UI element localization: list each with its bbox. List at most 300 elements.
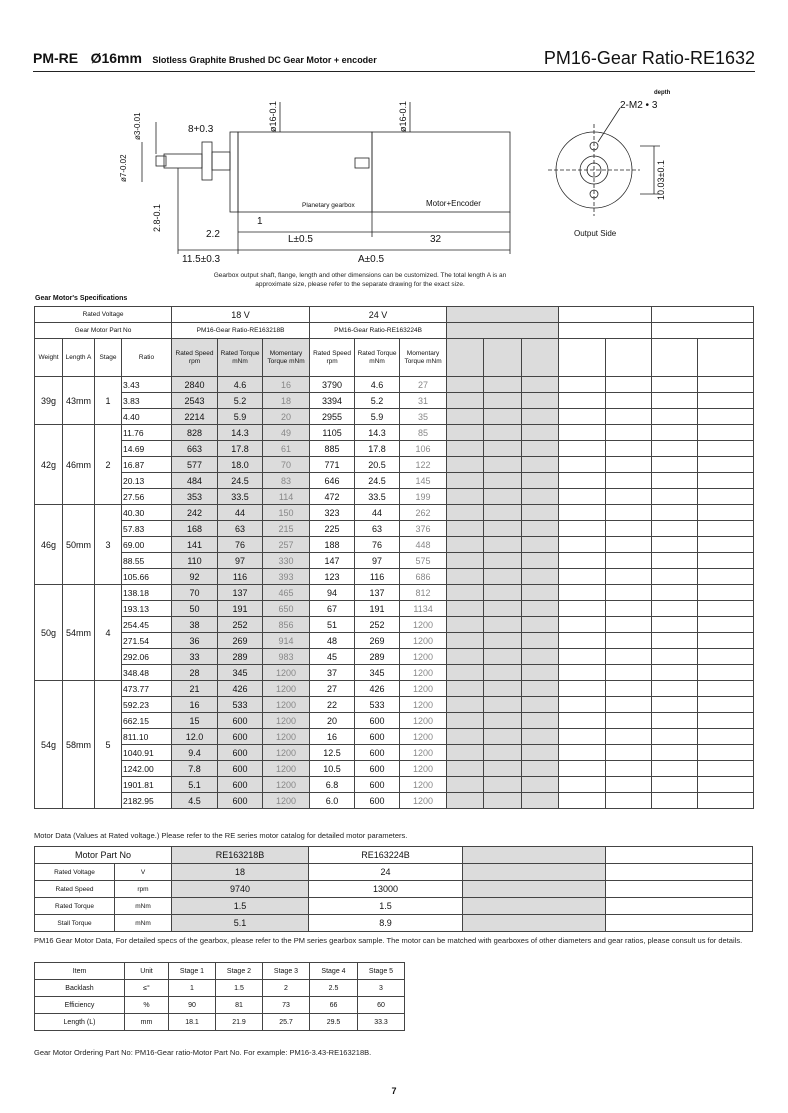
empty-cell: [522, 521, 559, 537]
value-cell: 5.9: [355, 409, 400, 425]
empty-cell: [652, 393, 698, 409]
value-cell: 31: [400, 393, 447, 409]
empty-cell: [522, 793, 559, 809]
empty-cell: [447, 569, 484, 585]
empty-cell: [698, 601, 754, 617]
empty-cell: [447, 649, 484, 665]
empty-cell: [447, 323, 559, 339]
dimension-drawing: [120, 82, 720, 292]
motor-row-v2: 1.5: [309, 898, 463, 915]
empty-cell: [484, 777, 522, 793]
value-cell: 1200: [263, 745, 310, 761]
value-cell: 600: [218, 761, 263, 777]
motor-part-2: RE163224B: [309, 847, 463, 864]
group-weight: 46g: [35, 505, 63, 585]
col-ratio: Ratio: [122, 339, 172, 377]
value-cell: 600: [355, 761, 400, 777]
ratio-cell: 3.43: [122, 377, 172, 393]
value-cell: 600: [355, 793, 400, 809]
value-cell: 393: [263, 569, 310, 585]
col-speed: Rated Speed rpm: [172, 339, 218, 377]
value-cell: 14.3: [218, 425, 263, 441]
empty-cell: [606, 665, 652, 681]
spec-row: [35, 521, 754, 537]
ratio-cell: 14.69: [122, 441, 172, 457]
dim-flat: 8+0.3: [188, 124, 214, 135]
empty-cell: [484, 601, 522, 617]
value-cell: 269: [218, 633, 263, 649]
value-cell: 663: [172, 441, 218, 457]
dim-gear-dia: ø16-0.1: [268, 100, 278, 132]
value-cell: 646: [310, 473, 355, 489]
spec-row: [35, 649, 754, 665]
spec-row: [35, 665, 754, 681]
empty-cell: [447, 697, 484, 713]
empty-cell: [606, 601, 652, 617]
value-cell: 650: [263, 601, 310, 617]
value-cell: 70: [172, 585, 218, 601]
empty-cell: [463, 881, 606, 898]
empty-cell: [559, 793, 606, 809]
empty-cell: [447, 307, 559, 323]
empty-cell: [447, 617, 484, 633]
value-cell: 6.0: [310, 793, 355, 809]
gear-cell: 2: [263, 980, 310, 997]
motor-row: [35, 881, 753, 898]
empty-cell: [606, 777, 652, 793]
value-cell: 2840: [172, 377, 218, 393]
empty-cell: [559, 665, 606, 681]
value-cell: 27: [310, 681, 355, 697]
spec-row: [35, 473, 754, 489]
gear-cell: 2.5: [310, 980, 358, 997]
value-cell: 2543: [172, 393, 218, 409]
motor-row-unit: mNm: [115, 915, 172, 932]
motor-row-unit: V: [115, 864, 172, 881]
empty-cell: [652, 761, 698, 777]
product-subtitle: Slotless Graphite Brushed DC Gear Motor + encoder: [152, 55, 377, 65]
group-length: 58mm: [63, 681, 95, 809]
page-title: PM16-Gear Ratio-RE1632: [543, 48, 755, 68]
value-cell: 600: [218, 713, 263, 729]
dim-shaft-len: 11.5±0.3: [182, 254, 221, 265]
group-stage: 4: [95, 585, 122, 681]
empty-cell: [652, 745, 698, 761]
value-cell: 33: [172, 649, 218, 665]
ratio-cell: 1901.81: [122, 777, 172, 793]
gear-cell: 25.7: [263, 1014, 310, 1031]
empty-cell: [606, 761, 652, 777]
empty-cell: [606, 553, 652, 569]
empty-cell: [606, 569, 652, 585]
empty-cell: [559, 729, 606, 745]
ratio-cell: 69.00: [122, 537, 172, 553]
value-cell: 110: [172, 553, 218, 569]
value-cell: 76: [218, 537, 263, 553]
label-gearbox: Planetary gearbox: [302, 202, 355, 209]
header-left: [33, 50, 377, 68]
empty-cell: [559, 521, 606, 537]
value-cell: 1200: [263, 665, 310, 681]
value-cell: 97: [218, 553, 263, 569]
empty-cell: [652, 649, 698, 665]
empty-cell: [522, 649, 559, 665]
ratio-cell: 2182.95: [122, 793, 172, 809]
empty-cell: [698, 713, 754, 729]
value-cell: 20.5: [355, 457, 400, 473]
empty-cell: [652, 617, 698, 633]
value-cell: 242: [172, 505, 218, 521]
gear-row: [35, 997, 405, 1014]
empty-cell: [522, 393, 559, 409]
value-cell: 21: [172, 681, 218, 697]
gear-cell: 29.5: [310, 1014, 358, 1031]
empty-cell: [606, 377, 652, 393]
value-cell: 330: [263, 553, 310, 569]
empty-cell: [463, 915, 606, 932]
empty-cell: [559, 569, 606, 585]
page-number: 7: [391, 1086, 397, 1096]
spec-table-body: [35, 307, 754, 809]
value-cell: 137: [355, 585, 400, 601]
value-cell: 1200: [400, 665, 447, 681]
value-cell: 345: [355, 665, 400, 681]
empty-cell: [652, 457, 698, 473]
ratio-cell: 3.83: [122, 393, 172, 409]
empty-cell: [606, 617, 652, 633]
empty-cell: [484, 457, 522, 473]
empty-cell: [447, 521, 484, 537]
ratio-cell: 271.54: [122, 633, 172, 649]
dim-total-len: A±0.5: [358, 254, 385, 265]
value-cell: 600: [355, 713, 400, 729]
value-cell: 106: [400, 441, 447, 457]
value-cell: 983: [263, 649, 310, 665]
part-no-18: PM16-Gear Ratio-RE163218B: [172, 323, 310, 339]
value-cell: 465: [263, 585, 310, 601]
gear-motor-drawing-svg: [120, 82, 720, 292]
empty-cell: [606, 847, 753, 864]
empty-cell: [698, 393, 754, 409]
value-cell: 269: [355, 633, 400, 649]
empty-cell: [652, 441, 698, 457]
col-torque: Rated Torque mNm: [218, 339, 263, 377]
ratio-cell: 292.06: [122, 649, 172, 665]
value-cell: 289: [355, 649, 400, 665]
spec-row: [35, 681, 754, 697]
value-cell: 67: [310, 601, 355, 617]
spec-table: [34, 306, 754, 809]
empty-cell: [698, 521, 754, 537]
empty-cell: [606, 409, 652, 425]
spec-row: [35, 569, 754, 585]
empty-cell: [698, 489, 754, 505]
value-cell: 18: [263, 393, 310, 409]
empty-cell: [522, 377, 559, 393]
motor-row-v1: 5.1: [172, 915, 309, 932]
value-cell: 22: [310, 697, 355, 713]
empty-cell: [698, 793, 754, 809]
group-length: 50mm: [63, 505, 95, 585]
empty-cell: [447, 409, 484, 425]
empty-cell: [522, 585, 559, 601]
ratio-cell: 348.48: [122, 665, 172, 681]
empty-cell: [698, 649, 754, 665]
empty-cell: [447, 441, 484, 457]
empty-cell: [447, 745, 484, 761]
empty-cell: [652, 489, 698, 505]
empty-cell: [522, 697, 559, 713]
empty-cell: [484, 713, 522, 729]
motor-table: [34, 846, 753, 932]
value-cell: 484: [172, 473, 218, 489]
value-cell: 1200: [400, 793, 447, 809]
value-cell: 1200: [400, 697, 447, 713]
empty-cell: [698, 505, 754, 521]
value-cell: 16: [172, 697, 218, 713]
value-cell: 114: [263, 489, 310, 505]
value-cell: 116: [355, 569, 400, 585]
spec-row: [35, 617, 754, 633]
empty-cell: [652, 473, 698, 489]
spec-row: [35, 457, 754, 473]
gear-cell: 90: [169, 997, 216, 1014]
empty-cell: [484, 537, 522, 553]
spec-row: [35, 793, 754, 809]
value-cell: 472: [310, 489, 355, 505]
empty-cell: [522, 537, 559, 553]
diameter: Ø16mm: [90, 50, 142, 66]
empty-cell: [522, 617, 559, 633]
empty-cell: [522, 409, 559, 425]
ratio-cell: 16.87: [122, 457, 172, 473]
empty-cell: [698, 377, 754, 393]
value-cell: 812: [400, 585, 447, 601]
motor-row-v1: 1.5: [172, 898, 309, 915]
value-cell: 188: [310, 537, 355, 553]
empty-cell: [522, 777, 559, 793]
spec-row: [35, 601, 754, 617]
empty-cell: [698, 537, 754, 553]
col-mom: Momentary Torque mNm: [263, 339, 310, 377]
value-cell: 533: [355, 697, 400, 713]
empty-cell: [463, 847, 606, 864]
empty-cell: [447, 713, 484, 729]
value-cell: 914: [263, 633, 310, 649]
value-cell: 38: [172, 617, 218, 633]
gear-head: Unit: [125, 963, 169, 980]
value-cell: 600: [355, 745, 400, 761]
value-cell: 44: [355, 505, 400, 521]
motor-head-row: [35, 847, 753, 864]
value-cell: 1200: [263, 697, 310, 713]
gear-cell: 81: [216, 997, 263, 1014]
gear-cell: 33.3: [358, 1014, 405, 1031]
value-cell: 17.8: [355, 441, 400, 457]
empty-cell: [606, 457, 652, 473]
empty-cell: [652, 505, 698, 521]
value-cell: 1200: [400, 633, 447, 649]
value-cell: 15: [172, 713, 218, 729]
empty-cell: [606, 441, 652, 457]
value-cell: 5.2: [355, 393, 400, 409]
gear-cell: 1.5: [216, 980, 263, 997]
group-length: 46mm: [63, 425, 95, 505]
value-cell: 9.4: [172, 745, 218, 761]
value-cell: 16: [310, 729, 355, 745]
ratio-cell: 1040.91: [122, 745, 172, 761]
empty-cell: [652, 307, 754, 323]
spec-row: [35, 729, 754, 745]
value-cell: 61: [263, 441, 310, 457]
part-no-label: Gear Motor Part No: [35, 323, 172, 339]
spec-partno-row: [35, 323, 754, 339]
value-cell: 4.6: [355, 377, 400, 393]
motor-part-no-label: Motor Part No: [35, 847, 172, 864]
value-cell: 76: [355, 537, 400, 553]
empty-cell: [606, 915, 753, 932]
value-cell: 1200: [263, 681, 310, 697]
empty-cell: [698, 441, 754, 457]
voltage-18: 18 V: [172, 307, 310, 323]
value-cell: 63: [218, 521, 263, 537]
ratio-cell: 27.56: [122, 489, 172, 505]
value-cell: 2955: [310, 409, 355, 425]
motor-data-note: Motor Data (Values at Rated voltage.) Please refer to the RE series motor catalog for detailed motor parameters.: [34, 831, 408, 840]
value-cell: 1200: [263, 713, 310, 729]
motor-row-label: Rated Speed: [35, 881, 115, 898]
spec-row: [35, 425, 754, 441]
value-cell: 828: [172, 425, 218, 441]
value-cell: 70: [263, 457, 310, 473]
group-stage: 2: [95, 425, 122, 505]
empty-cell: [447, 761, 484, 777]
value-cell: 252: [355, 617, 400, 633]
gear-cell: Length (L): [35, 1014, 125, 1031]
empty-cell: [484, 377, 522, 393]
empty-cell: [447, 457, 484, 473]
ratio-cell: 254.45: [122, 617, 172, 633]
empty-cell: [559, 713, 606, 729]
value-cell: 533: [218, 697, 263, 713]
ratio-cell: 592.23: [122, 697, 172, 713]
value-cell: 37: [310, 665, 355, 681]
value-cell: 4.5: [172, 793, 218, 809]
value-cell: 600: [218, 793, 263, 809]
empty-cell: [447, 665, 484, 681]
ratio-cell: 57.83: [122, 521, 172, 537]
empty-cell: [484, 649, 522, 665]
value-cell: 141: [172, 537, 218, 553]
value-cell: 20: [310, 713, 355, 729]
ratio-cell: 20.13: [122, 473, 172, 489]
empty-cell: [698, 339, 754, 377]
empty-cell: [484, 505, 522, 521]
empty-cell: [522, 601, 559, 617]
gear-cell: 60: [358, 997, 405, 1014]
ratio-cell: 88.55: [122, 553, 172, 569]
value-cell: 51: [310, 617, 355, 633]
empty-cell: [522, 553, 559, 569]
gear-head: Stage 3: [263, 963, 310, 980]
empty-cell: [484, 553, 522, 569]
empty-cell: [447, 633, 484, 649]
value-cell: 63: [355, 521, 400, 537]
value-cell: 448: [400, 537, 447, 553]
spec-row: [35, 761, 754, 777]
empty-cell: [652, 601, 698, 617]
empty-cell: [484, 633, 522, 649]
empty-cell: [522, 761, 559, 777]
col-length: Length A: [63, 339, 95, 377]
empty-cell: [447, 553, 484, 569]
gear-cell: 21.9: [216, 1014, 263, 1031]
value-cell: 145: [400, 473, 447, 489]
empty-cell: [447, 729, 484, 745]
empty-cell: [652, 521, 698, 537]
empty-cell: [484, 729, 522, 745]
value-cell: 345: [218, 665, 263, 681]
group-weight: 54g: [35, 681, 63, 809]
empty-cell: [484, 761, 522, 777]
empty-cell: [522, 489, 559, 505]
gear-cell: 73: [263, 997, 310, 1014]
motor-row: [35, 898, 753, 915]
spec-row: [35, 489, 754, 505]
empty-cell: [522, 441, 559, 457]
empty-cell: [522, 457, 559, 473]
empty-cell: [484, 441, 522, 457]
value-cell: 3790: [310, 377, 355, 393]
spec-row: [35, 713, 754, 729]
motor-row-v2: 13000: [309, 881, 463, 898]
dim-2-2: 2.2: [206, 229, 220, 240]
value-cell: 1200: [400, 729, 447, 745]
value-cell: 1200: [263, 761, 310, 777]
empty-cell: [652, 665, 698, 681]
empty-cell: [447, 393, 484, 409]
col-stage: Stage: [95, 339, 122, 377]
value-cell: 323: [310, 505, 355, 521]
col-mom: Momentary Torque mNm: [400, 339, 447, 377]
value-cell: 12.5: [310, 745, 355, 761]
gear-head: Stage 4: [310, 963, 358, 980]
empty-cell: [698, 761, 754, 777]
motor-row-label: Rated Torque: [35, 898, 115, 915]
gear-head-row: [35, 963, 405, 980]
empty-cell: [698, 777, 754, 793]
empty-cell: [522, 665, 559, 681]
empty-cell: [522, 505, 559, 521]
empty-cell: [698, 633, 754, 649]
empty-cell: [606, 537, 652, 553]
empty-cell: [484, 425, 522, 441]
empty-cell: [606, 473, 652, 489]
empty-cell: [698, 729, 754, 745]
value-cell: 885: [310, 441, 355, 457]
value-cell: 856: [263, 617, 310, 633]
empty-cell: [447, 377, 484, 393]
empty-cell: [522, 681, 559, 697]
dim-motor-len: 32: [430, 234, 442, 245]
spec-row: [35, 409, 754, 425]
empty-cell: [606, 793, 652, 809]
ratio-cell: 662.15: [122, 713, 172, 729]
empty-cell: [484, 569, 522, 585]
empty-cell: [606, 881, 753, 898]
value-cell: 27: [400, 377, 447, 393]
value-cell: 20: [263, 409, 310, 425]
